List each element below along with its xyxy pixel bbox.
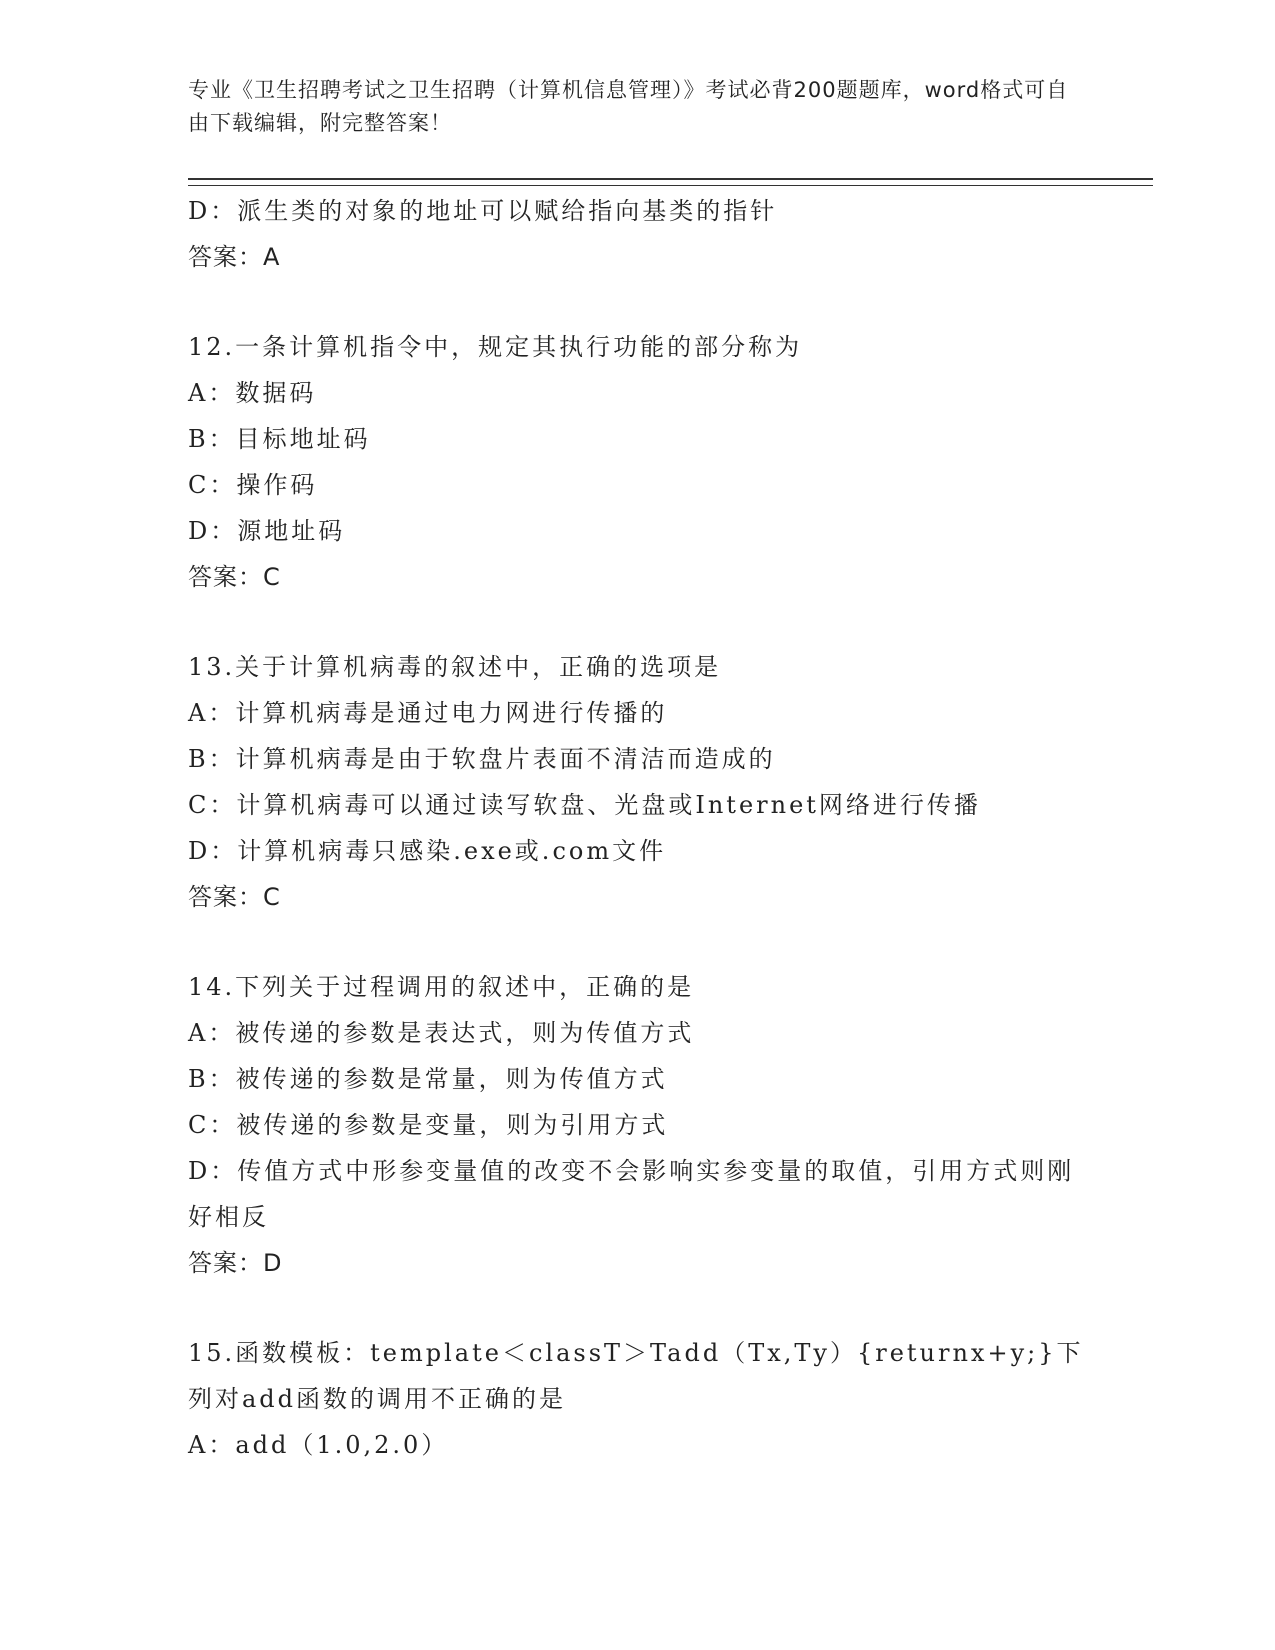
page-header bbox=[188, 74, 1088, 140]
question-stem: 14.下列关于过程调用的叙述中，正确的是 bbox=[188, 973, 695, 1001]
option-a: A：被传递的参数是表达式，则为传值方式 bbox=[188, 1019, 695, 1047]
answer-label: 答案：A bbox=[188, 243, 281, 271]
option-b: B：被传递的参数是常量，则为传值方式 bbox=[188, 1065, 668, 1093]
question-stem: 13.关于计算机病毒的叙述中，正确的选项是 bbox=[188, 653, 722, 681]
question-block bbox=[188, 1330, 1088, 1468]
document-title: 专业《卫生招聘考试之卫生招聘（计算机信息管理）》考试必背200题题库，word格式可自由下载编辑，附完整答案！ bbox=[188, 78, 1069, 135]
option-b: B：计算机病毒是由于软盘片表面不清洁而造成的 bbox=[188, 745, 776, 773]
question-list bbox=[188, 188, 1088, 1468]
option-b: B：目标地址码 bbox=[188, 425, 371, 453]
option-c: C：被传递的参数是变量，则为引用方式 bbox=[188, 1111, 669, 1139]
question-stem: 12.一条计算机指令中，规定其执行功能的部分称为 bbox=[188, 333, 803, 361]
answer-label: 答案：C bbox=[188, 563, 281, 591]
question-block bbox=[188, 188, 1088, 280]
question-block bbox=[188, 324, 1088, 600]
question-block bbox=[188, 644, 1088, 920]
question-block bbox=[188, 964, 1088, 1286]
answer-label: 答案：C bbox=[188, 883, 281, 911]
option-c: C：计算机病毒可以通过读写软盘、光盘或Internet网络进行传播 bbox=[188, 791, 981, 819]
option-c: C：操作码 bbox=[188, 471, 318, 499]
option-d: D：源地址码 bbox=[188, 517, 346, 545]
option-a: A：add（1.0,2.0） bbox=[188, 1431, 449, 1459]
option-d: D：传值方式中形参变量值的改变不会影响实参变量的取值，引用方式则刚好相反 bbox=[188, 1157, 1075, 1231]
option-d: D：派生类的对象的地址可以赋给指向基类的指针 bbox=[188, 197, 778, 225]
option-a: A：计算机病毒是通过电力网进行传播的 bbox=[188, 699, 668, 727]
header-divider bbox=[188, 178, 1153, 186]
question-stem: 15.函数模板：template＜classT＞Tadd（Tx,Ty）{returnx+y;}下列对add函数的调用不正确的是 bbox=[188, 1339, 1084, 1413]
option-d: D：计算机病毒只感染.exe或.com文件 bbox=[188, 837, 667, 865]
answer-label: 答案：D bbox=[188, 1249, 283, 1277]
option-a: A：数据码 bbox=[188, 379, 317, 407]
